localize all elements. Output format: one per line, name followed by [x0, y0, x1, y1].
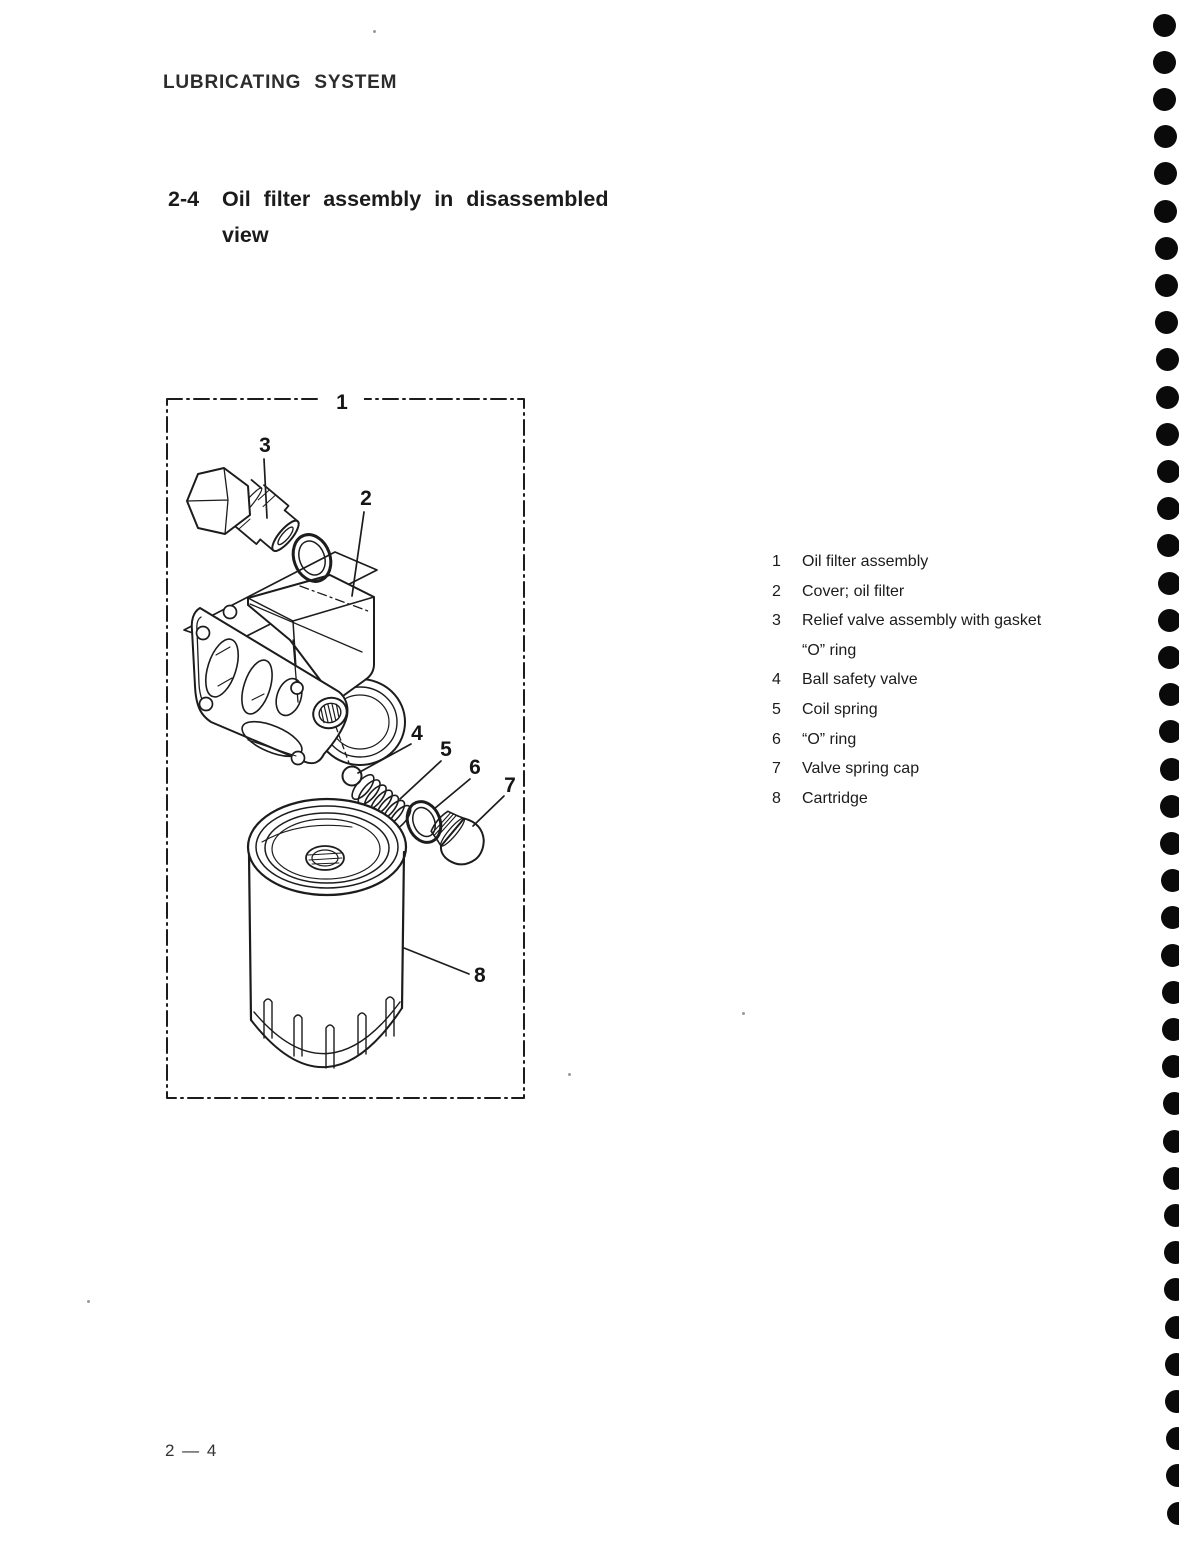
part-label: Oil filter assembly: [802, 553, 929, 570]
binding-hole-dot: [1165, 1316, 1179, 1339]
binding-hole-dot: [1156, 423, 1179, 446]
binding-hole-dot: [1154, 200, 1177, 223]
binding-hole-dot: [1154, 125, 1177, 148]
binding-hole-dot: [1158, 609, 1179, 632]
binding-hole-dot: [1163, 1130, 1179, 1153]
binding-hole-dot: [1157, 534, 1179, 557]
binding-hole-dot: [1162, 1018, 1179, 1041]
binding-hole-dot: [1155, 274, 1178, 297]
binding-hole-dot: [1164, 1241, 1179, 1264]
callout-8: 8: [474, 964, 486, 987]
binding-hole-dot: [1158, 646, 1179, 669]
part-number: 7: [772, 760, 781, 778]
binding-hole-dot: [1167, 1502, 1180, 1525]
page-number: 2 — 4: [165, 1441, 218, 1460]
callout-4: 4: [411, 722, 423, 745]
binding-hole-dot: [1159, 720, 1179, 743]
part-label: “O” ring: [802, 730, 857, 748]
binding-hole-dot: [1160, 832, 1179, 855]
binding-hole-dot: [1166, 1464, 1179, 1487]
part-number: 6: [772, 730, 781, 748]
binding-hole-dot: [1157, 497, 1179, 520]
binding-hole-dot: [1163, 1092, 1179, 1115]
part-number: 8: [772, 789, 781, 807]
binding-hole-dot: [1156, 348, 1179, 371]
part-label: Valve spring cap: [802, 760, 920, 778]
section-number: 2-4: [168, 187, 200, 211]
binding-hole-dot: [1153, 88, 1176, 111]
binding-hole-dot: [1160, 795, 1179, 818]
binding-hole-dot: [1153, 51, 1176, 74]
part-number: 3: [772, 612, 781, 630]
binding-hole-dot: [1156, 386, 1179, 409]
binding-hole-dot: [1155, 311, 1178, 334]
part-label: Relief valve assembly with gasket: [802, 612, 1042, 630]
part-label: “O” ring: [802, 641, 857, 659]
scan-speck: [87, 1300, 90, 1303]
binding-hole-dot: [1166, 1427, 1179, 1450]
binding-hole-dot: [1161, 906, 1179, 929]
part-number: 1: [772, 553, 781, 570]
part-number: 4: [772, 671, 781, 689]
binding-hole-dot: [1162, 981, 1179, 1004]
binding-hole-dot: [1161, 869, 1179, 892]
binding-hole-dot: [1157, 460, 1179, 483]
binding-hole-dot: [1158, 572, 1179, 595]
callout-7: 7: [504, 774, 516, 797]
binding-hole-dot: [1159, 683, 1179, 706]
callout-3: 3: [259, 434, 271, 457]
binding-hole-dot: [1155, 237, 1178, 260]
callout-6: 6: [469, 756, 481, 779]
part-number: 2: [772, 582, 781, 600]
binding-hole-dot: [1154, 162, 1177, 185]
binding-hole-dot: [1161, 944, 1179, 967]
callout-5: 5: [440, 738, 452, 761]
binding-hole-dot: [1153, 14, 1176, 37]
binding-hole-dot: [1164, 1204, 1179, 1227]
callout-1: 1: [336, 391, 348, 414]
section-title-line1: Oil filter assembly in disassembled: [222, 187, 609, 211]
binding-hole-dot: [1165, 1390, 1179, 1413]
binding-hole-dot: [1163, 1167, 1179, 1190]
binding-hole-dot: [1160, 758, 1180, 781]
part-number: 5: [772, 700, 781, 718]
binding-hole-dot: [1165, 1353, 1179, 1376]
part-label: Cover; oil filter: [802, 582, 905, 600]
binding-hole-dot: [1162, 1055, 1179, 1078]
part-label: Cartridge: [802, 789, 868, 807]
binding-hole-dot: [1164, 1278, 1179, 1301]
page-header: LUBRICATING SYSTEM: [163, 72, 398, 93]
scan-speck: [373, 30, 376, 33]
section-title-line2: view: [222, 223, 269, 247]
callout-2: 2: [360, 487, 372, 510]
scan-speck: [742, 1012, 745, 1015]
part-label: Ball safety valve: [802, 671, 918, 689]
scan-speck: [568, 1073, 571, 1076]
part-label: Coil spring: [802, 700, 878, 718]
